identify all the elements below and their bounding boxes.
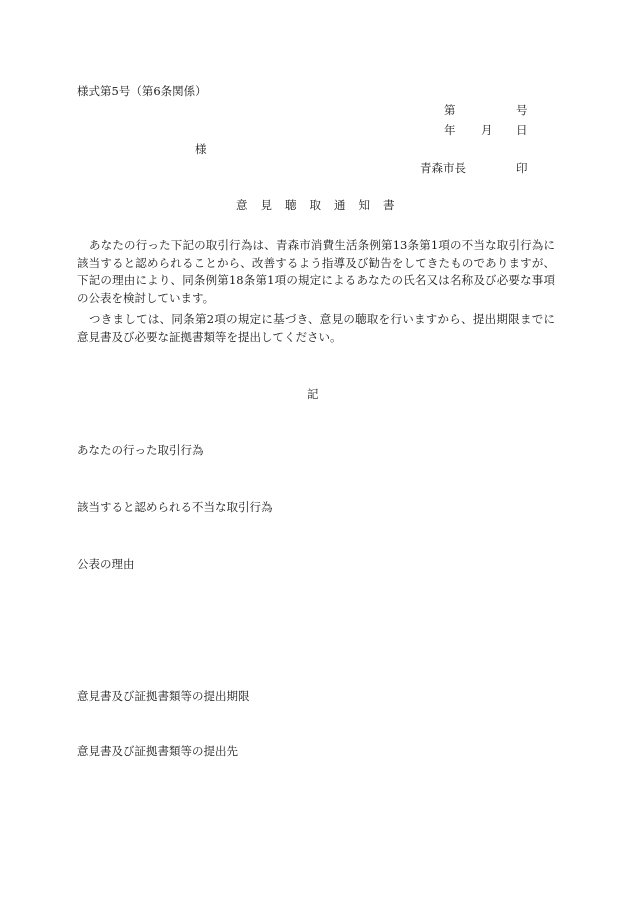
form-label: 様式第5号（第6条関係） xyxy=(77,84,207,98)
item-deadline: 意見書及び証拠書類等の提出期限 xyxy=(77,689,250,703)
body-paragraph-1: あなたの行った下記の取引行為は、青森市消費生活条例第13条第1項の不当な取引行為に該当すると認められることから、改善するよう指導及び勧告をしてきたものでありますが、下記の理由により、同条例第18条第1項の規定によるあなたの氏名又は名称及び必要な事項の公表を検討しています。 xyxy=(77,238,555,305)
date-year: 年 xyxy=(444,123,456,137)
issuer-name: 青森市長 xyxy=(420,161,466,175)
record-heading: 記 xyxy=(307,387,319,401)
item-reason: 公表の理由 xyxy=(77,557,135,571)
number-prefix: 第 xyxy=(444,103,456,117)
document-title: 意見聴取通知書 xyxy=(236,198,408,212)
date-month: 月 xyxy=(481,123,493,137)
date-day: 日 xyxy=(516,123,528,137)
body-paragraph-2: つきましては、同条第2項の規定に基づき、意見の聴取を行いますから、提出期限までに意見書及び必要な証拠書類等を提出してください。 xyxy=(77,312,555,344)
item-conduct: あなたの行った取引行為 xyxy=(77,443,204,457)
number-suffix: 号 xyxy=(516,103,528,117)
addressee-suffix: 様 xyxy=(195,142,207,156)
item-unfair-conduct: 該当すると認められる不当な取引行為 xyxy=(77,500,273,514)
item-destination: 意見書及び証拠書類等の提出先 xyxy=(77,744,238,758)
seal-mark: 印 xyxy=(516,161,528,175)
